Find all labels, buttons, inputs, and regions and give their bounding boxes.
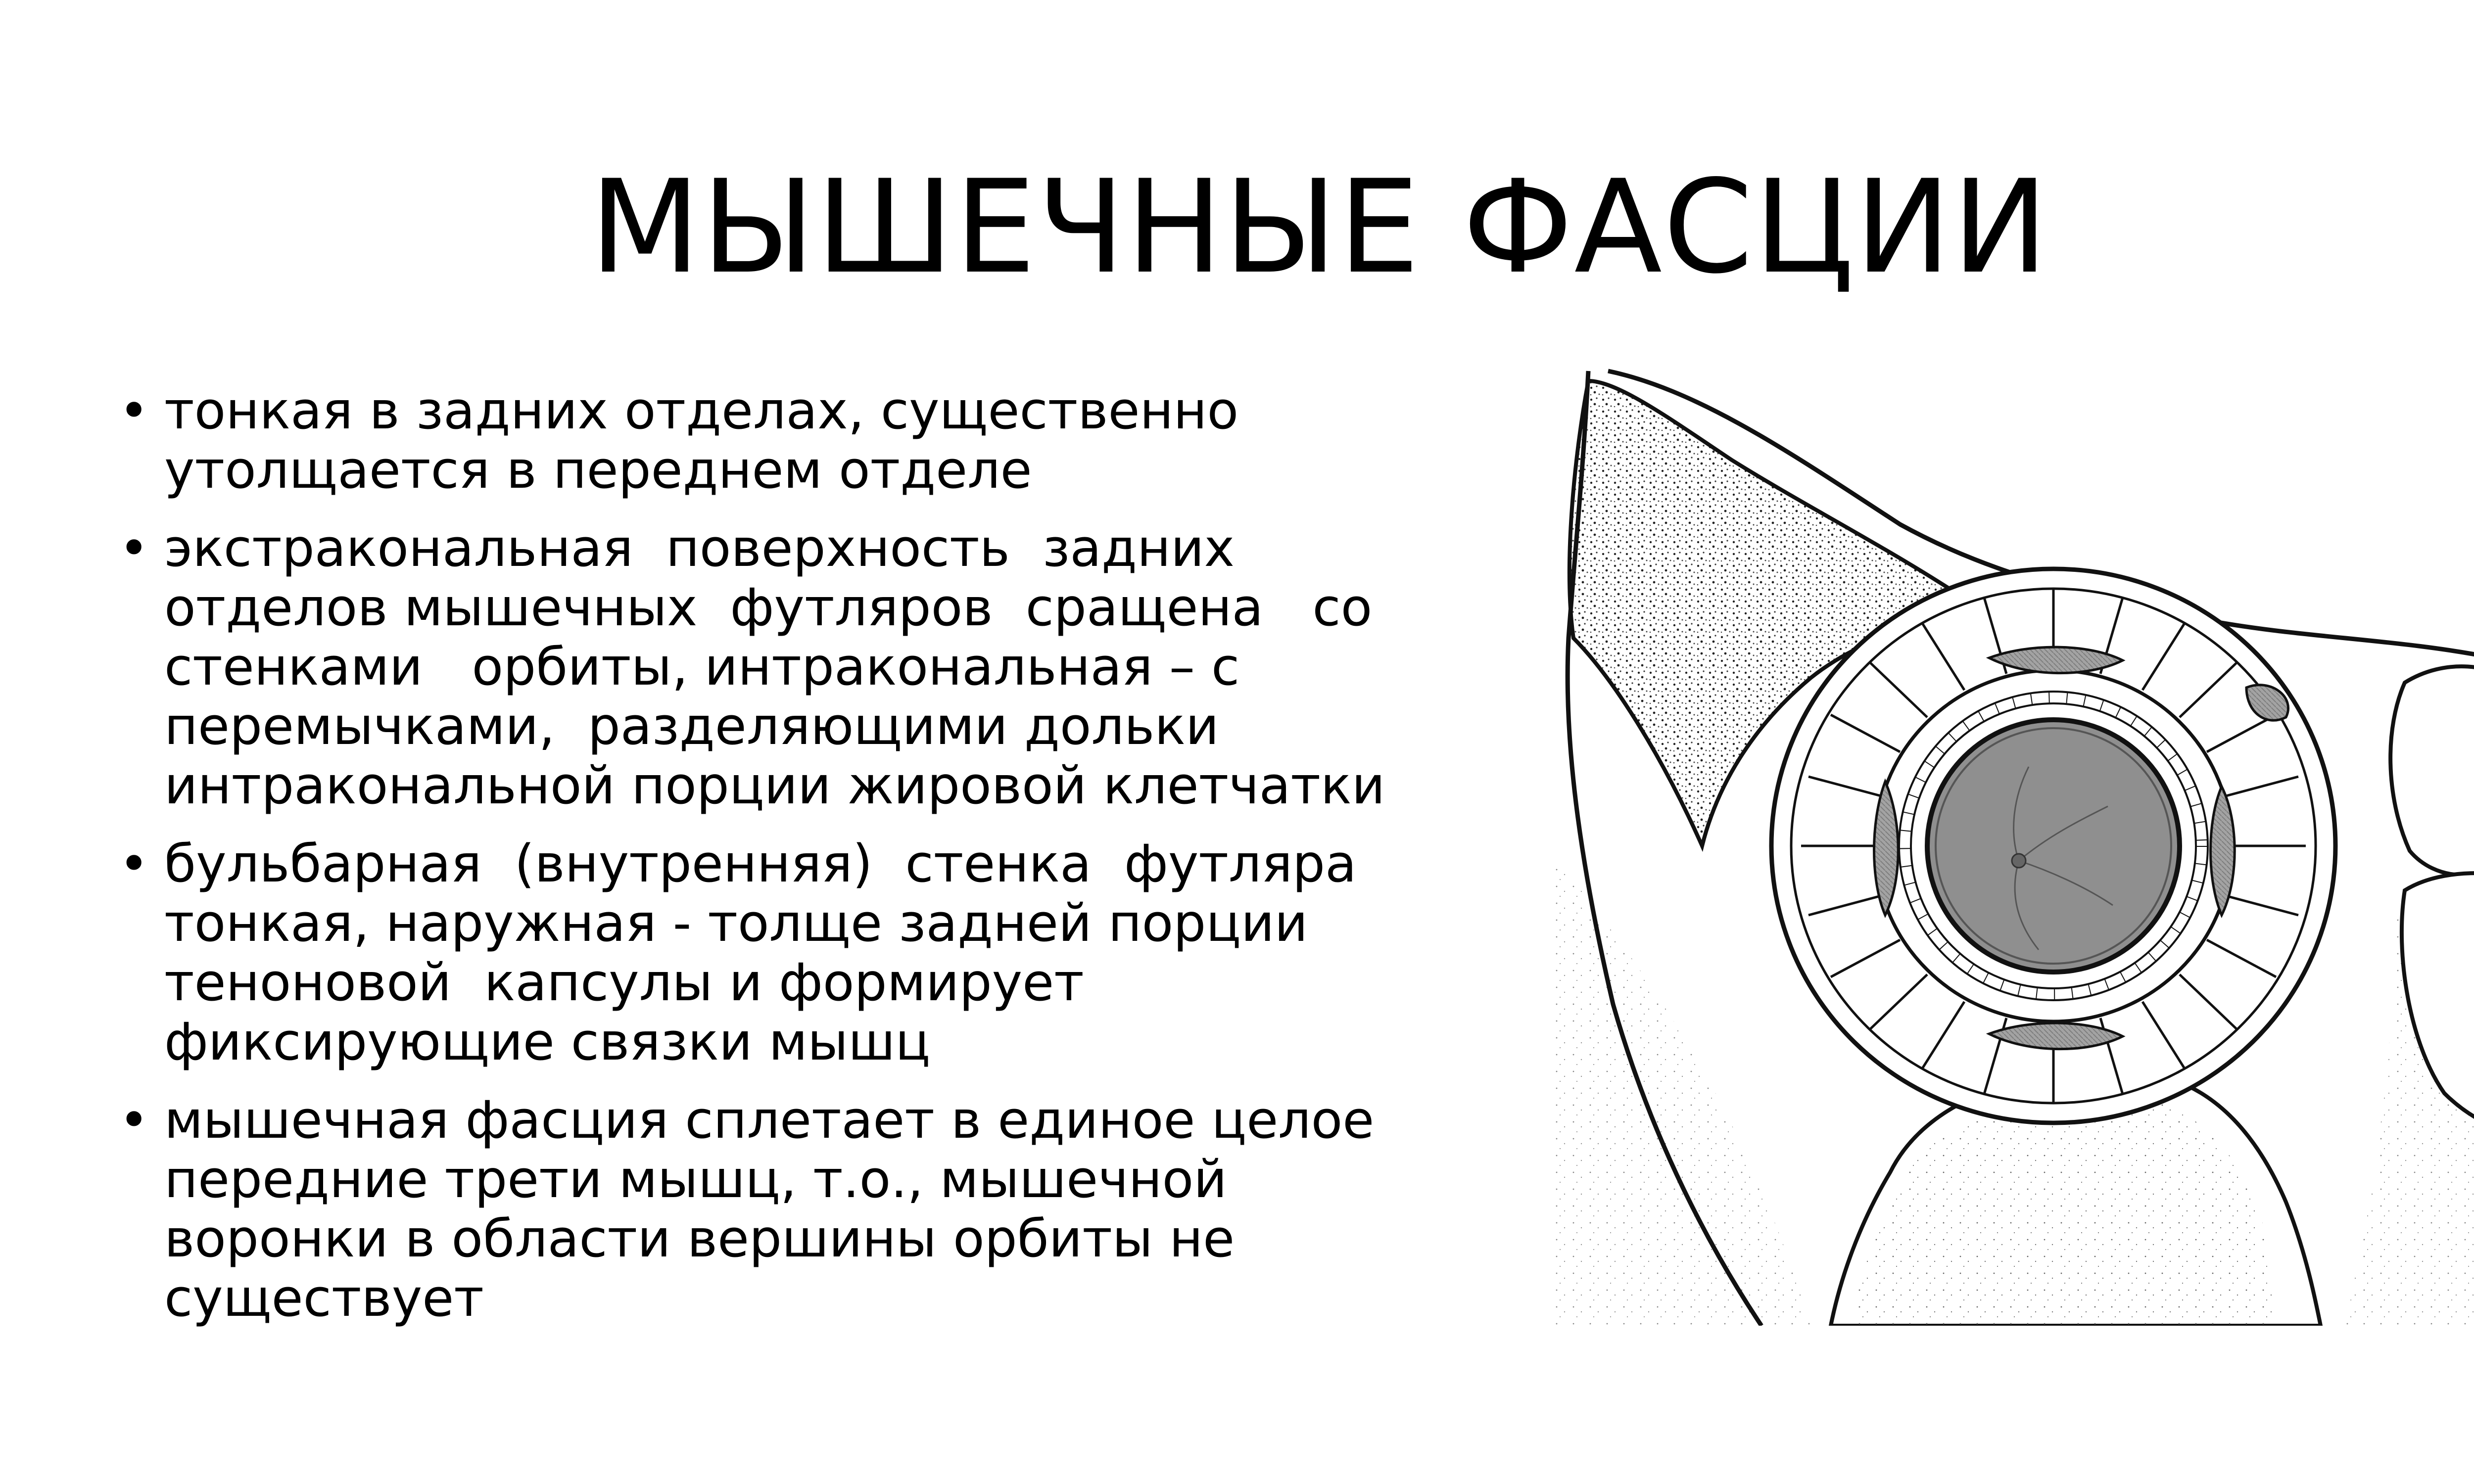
bullet-dot-icon: •	[119, 518, 149, 578]
eyeball	[1927, 720, 2180, 972]
bullet-item	[119, 518, 1484, 815]
bullet-dot-icon: •	[119, 380, 149, 441]
bullet-line: перемычками, разделяющими дольки	[164, 696, 1219, 756]
bullet-line: экстракональная поверхность задних	[164, 518, 1235, 578]
bullet-dot-icon: •	[119, 834, 149, 894]
bullet-item	[119, 1090, 1484, 1328]
bullet-line: тонкая в задних отделах, существенно	[164, 380, 1239, 441]
bullet-line: мышечная фасция сплетает в единое целое	[164, 1090, 1375, 1150]
bullet-line: теноновой капсулы и формирует	[164, 952, 1084, 1013]
ethmoid-cell	[2390, 666, 2474, 875]
bullet-line: существует	[164, 1268, 484, 1328]
bullet-line: бульбарная (внутренняя) стенка футляра	[164, 834, 1357, 894]
optic-disc	[2012, 854, 2026, 868]
bullet-line: утолщается в переднем отделе	[164, 440, 1032, 500]
bullet-line: отделов мышечных футляров сращена со	[164, 577, 1373, 638]
bullet-line: стенками орбиты, интракональная – с	[164, 637, 1240, 697]
bullet-list	[119, 381, 1484, 1346]
orbit-cross-section-icon	[1554, 361, 2474, 1326]
slide-title: МЫШЕЧНЫЕ ФАСЦИИ	[589, 153, 2049, 302]
orbit-cross-section-figure	[1554, 361, 2474, 1326]
bullet-line: тонкая, наружная - толще задней порции	[164, 893, 1308, 953]
bullet-item	[119, 834, 1484, 1071]
bullet-line: интракональной порции жировой клетчатки	[164, 755, 1385, 816]
bullet-line: воронки в области вершины орбиты не	[164, 1208, 1235, 1269]
bullet-line: фиксирующие связки мышц	[164, 1012, 931, 1072]
bullet-item	[119, 381, 1484, 500]
bullet-line: передние трети мышц, т.о., мышечной	[164, 1149, 1227, 1209]
lower-bone-region	[1554, 856, 1811, 1326]
bullet-dot-icon: •	[119, 1090, 149, 1150]
